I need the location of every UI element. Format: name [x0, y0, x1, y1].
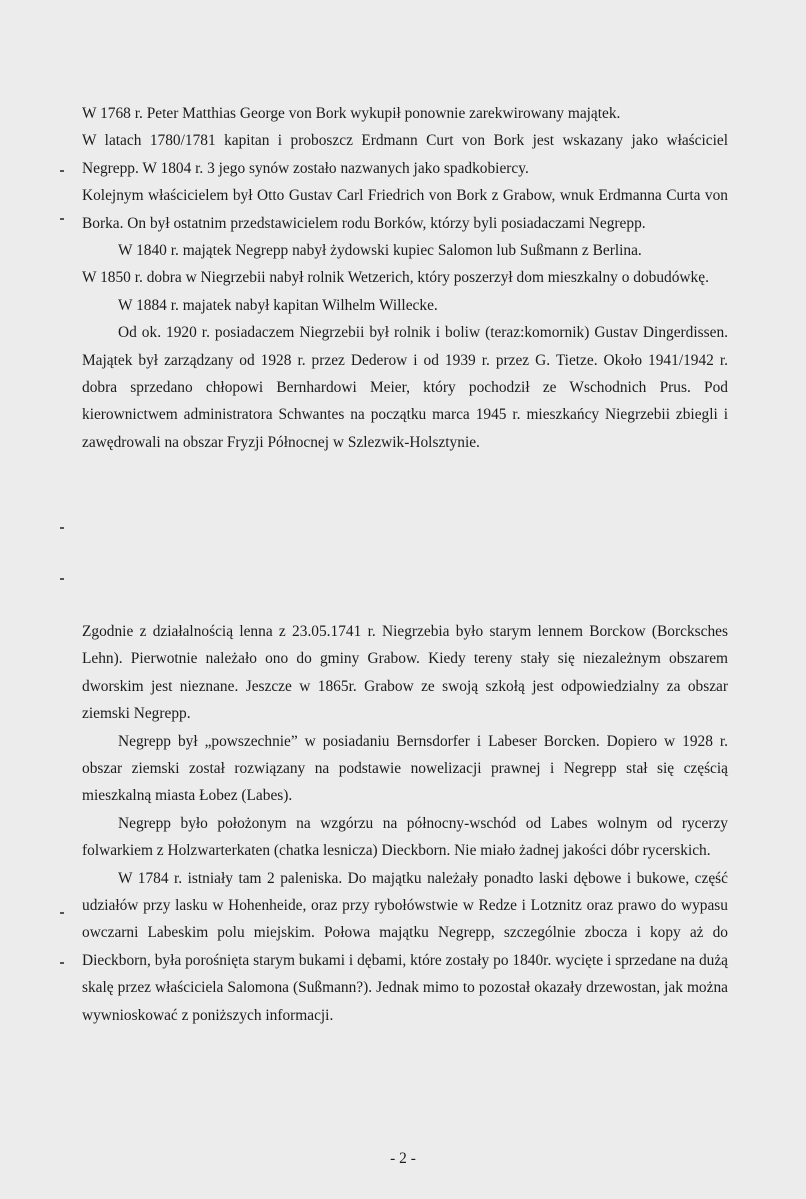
paragraph: Zgodnie z działalnością lenna z 23.05.1741 r. Niegrzebia było starym lennem Borckow (Borcksches Lehn). Pierwotnie należało ono do gminy Grabow. Kiedy tereny stały się niezależnym obszarem dworskim jest nieznane. Jeszcze w 1865r. Grabow ze swoją szkołą jest odpowiedzialny za obszar ziemski Negrepp.: [82, 623, 728, 723]
paragraph: Od ok. 1920 r. posiadaczem Niegrzebii był rolnik i boliw (teraz:komornik) Gustav Dingerdissen. Majątek był zarządzany od 1928 r. przez Dederow i od 1939 r. przez G. Tietze. Około 1941/1942 r. dobra sprzedano chłopowi Bernhardowi Meier, który pochodził ze Wschodnich Prus. Pod kierownictwem administratora Schwantes na początku marca 1945 r. mieszkańcy Niegrzebii zbiegli i zawędrowali na obszar Fryzji Północnej w Szlezwik-Holsztynie.: [82, 324, 728, 451]
scan-mark: [60, 578, 64, 580]
paragraph: W 1850 r. dobra w Niegrzebii nabył rolnik Wetzerich, który poszerzył dom mieszkalny o dobudówkę.: [82, 269, 709, 287]
section-ownership-history: [82, 100, 728, 456]
paragraph: W 1840 r. majątek Negrepp nabył żydowski kupiec Salomon lub Sußmann z Berlina.: [118, 242, 642, 260]
paragraph: Negrepp był „powszechnie” w posiadaniu Bernsdorfer i Labeser Borcken. Dopiero w 1928 r. obszar ziemski został rozwiązany na podstawie nowelizacji prawnej i Negrepp stał się częścią mieszkalną miasta Łobez (Labes).: [82, 732, 728, 805]
paragraph: W 1768 r. Peter Matthias George von Bork wykupił ponownie zarekwirowany majątek.: [82, 105, 621, 122]
scan-mark: [60, 170, 64, 172]
paragraph: Kolejnym właścicielem był Otto Gustav Carl Friedrich von Bork z Grabow, wnuk Erdmanna Curta von Borka. On był ostatnim przedstawicielem rodu Borków, którzy byli posiadaczami Negrepp.: [82, 187, 728, 232]
scan-mark: [60, 527, 64, 529]
scan-mark: [60, 218, 64, 220]
paragraph: Negrepp było położonym na wzgórzu na północny-wschód od Labes wolnym od rycerzy folwarkiem z Holzwarterkaten (chatka lesnicza) Dieckborn. Nie miało żadnej jakości dóbr rycerskich.: [82, 814, 728, 860]
scan-mark: [60, 962, 64, 964]
scan-mark: [60, 912, 64, 914]
section-estate-description: [82, 618, 728, 1029]
page-number: - 2 -: [390, 1150, 416, 1167]
paragraph: W latach 1780/1781 kapitan i proboszcz Erdmann Curt von Bork jest wskazany jako właściciel Negrepp. W 1804 r. 3 jego synów zostało nazwanych jako spadkobiercy.: [82, 132, 728, 177]
paragraph: W 1784 r. istniały tam 2 paleniska. Do majątku należały ponadto laski dębowe i bukowe, część udziałów przy lasku w Hohenheide, oraz przy rybołówstwie w Redze i Lotznitz oraz prawo do wypasu owczarni Labeskim polu miejskim. Połowa majątku Negrepp, szczególnie zbocza i kopy aż do Dieckborn, była porośnięta starym bukami i dębami, które zostały po 1840r. wycięte i sprzedane na dużą skalę przez właściciela Salomona (Sußmann?). Jednak mimo to pozostał okazały drzewostan, jak można wywnioskować z poniższych informacji.: [82, 869, 728, 1024]
paragraph: W 1884 r. majatek nabył kapitan Wilhelm Willecke.: [118, 296, 438, 314]
